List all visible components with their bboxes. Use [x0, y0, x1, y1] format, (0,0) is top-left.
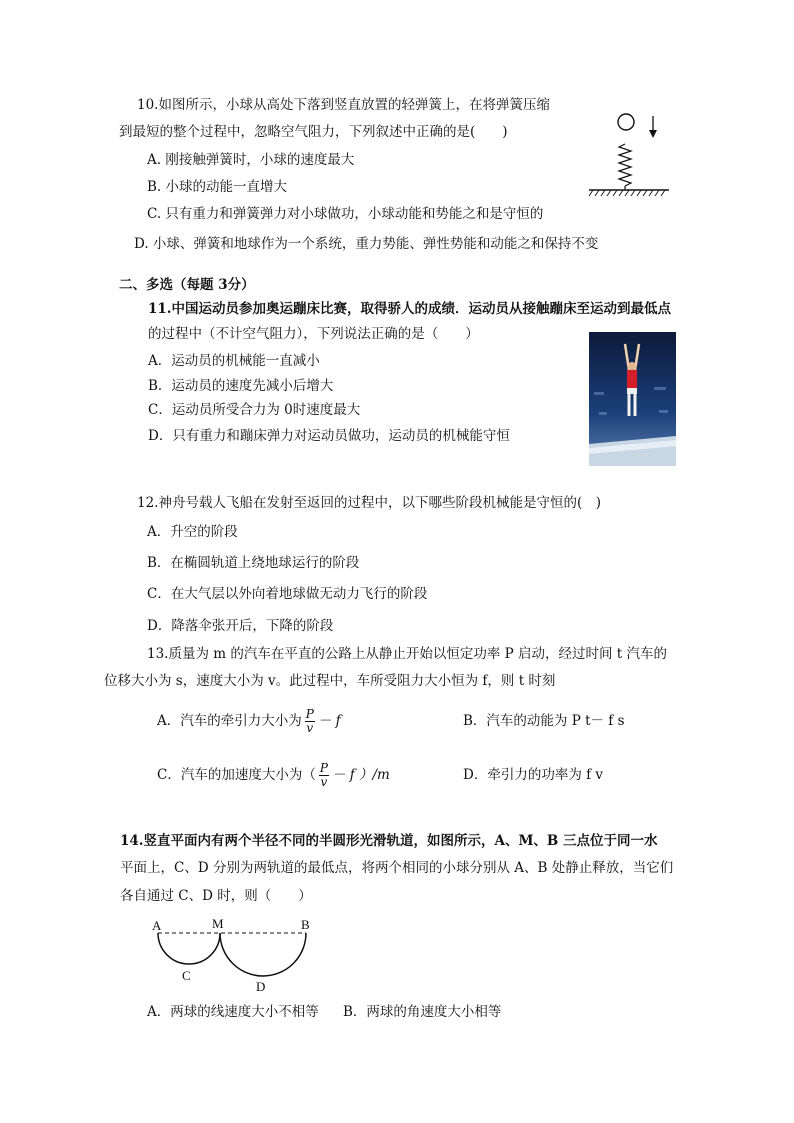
- q12-option-b: B．在椭圆轨道上绕地球运行的阶段: [147, 555, 360, 571]
- q14-stem-line1: 14.竖直平面内有两个半径不同的半圆形光滑轨道，如图所示，A、M、B 三点位于同一水: [120, 833, 658, 849]
- q14-stem-line2: 平面上，C、D 分别为两轨道的最低点，将两个相同的小球分别从 A、B 处静止释放，当它们: [120, 860, 674, 876]
- q13-option-c: C．汽车的加速度大小为（ $\frac{P}{v}$ － f ）/m: [157, 761, 390, 789]
- q14-stem-line3: 各自通过 C、D 时，则（ ）: [120, 888, 312, 904]
- ball-shape: [618, 114, 634, 130]
- q12-stem-line1: 12.神舟号载人飞船在发射至返回的过程中，以下哪些阶段机械能是守恒的( ): [137, 495, 602, 511]
- q13-option-c-text: C．汽车的加速度大小为（: [157, 767, 316, 783]
- label-a: A: [152, 918, 162, 933]
- q13-option-a-text: A．汽车的牵引力大小为: [157, 713, 302, 729]
- spring-ball-figure: [585, 108, 675, 200]
- semicircle-tracks-figure: [148, 913, 318, 995]
- q13-option-b: B．汽车的动能为 P t－ f s: [463, 713, 625, 729]
- q10-stem-line1: 10.如图所示，小球从高处下落到竖直放置的轻弹簧上，在将弹簧压缩: [137, 97, 550, 113]
- section-title: 二、多选（每题 3分）: [119, 277, 255, 293]
- q10-option-a: A. 刚接触弹簧时，小球的速度最大: [147, 152, 355, 168]
- p-over-v-fraction: $\frac{P}{v}$: [305, 707, 314, 735]
- q11-option-d: D．只有重力和蹦床弹力对运动员做功，运动员的机械能守恒: [148, 428, 510, 444]
- trampoline-photo: [589, 332, 676, 466]
- label-b: B: [301, 917, 310, 932]
- q10-option-d: D. 小球、弹簧和地球作为一个系统，重力势能、弹性势能和动能之和保持不变: [134, 236, 599, 252]
- q12-option-a: A．升空的阶段: [147, 524, 238, 540]
- q11-stem-line2: 的过程中（不计空气阻力），下列说法正确的是（ ）: [148, 326, 479, 342]
- q13-stem-line2: 位移大小为 s，速度大小为 v。此过程中，车所受阻力大小恒为 f，则 t 时刻: [104, 673, 556, 689]
- label-m: M: [212, 916, 224, 931]
- q12-option-c: C．在大气层以外向着地球做无动力飞行的阶段: [147, 586, 428, 602]
- q11-option-b: B．运动员的速度先减小后增大: [148, 378, 334, 394]
- label-d: D: [256, 979, 266, 994]
- q11-option-c: C．运动员所受合力为 0时速度最大: [148, 402, 361, 418]
- p-over-v-fraction-c: $\frac{P}{v}$: [319, 761, 328, 789]
- q11-option-a: A．运动员的机械能一直减小: [148, 353, 320, 369]
- spring-shape: [619, 144, 631, 186]
- q14-option-b: B．两球的角速度大小相等: [343, 1004, 502, 1020]
- label-c: C: [182, 968, 191, 983]
- q13-option-d: D．牵引力的功率为 f v: [463, 767, 604, 783]
- large-semicircle-track: [220, 933, 306, 976]
- q11-stem-line1: 11.中国运动员参加奥运蹦床比赛，取得骄人的成绩．运动员从接触蹦床至运动到最低点: [148, 301, 671, 317]
- q10-option-b: B. 小球的动能一直增大: [147, 179, 288, 195]
- q12-option-d: D．降落伞张开后，下降的阶段: [147, 618, 334, 634]
- q10-option-c: C. 只有重力和弹簧弹力对小球做功，小球动能和势能之和是守恒的: [147, 206, 544, 222]
- q10-stem-line2: 到最短的整个过程中，忽略空气阻力，下列叙述中正确的是( ): [119, 124, 508, 140]
- small-semicircle-track: [158, 933, 220, 964]
- q14-option-a: A．两球的线速度大小不相等: [147, 1004, 319, 1020]
- q13-option-a: A．汽车的牵引力大小为 $\frac{P}{v}$ － f: [157, 707, 341, 735]
- q13-stem-line1: 13.质量为 m 的汽车在平直的公路上从静止开始以恒定功率 P 启动，经过时间 t 汽车的: [147, 646, 668, 662]
